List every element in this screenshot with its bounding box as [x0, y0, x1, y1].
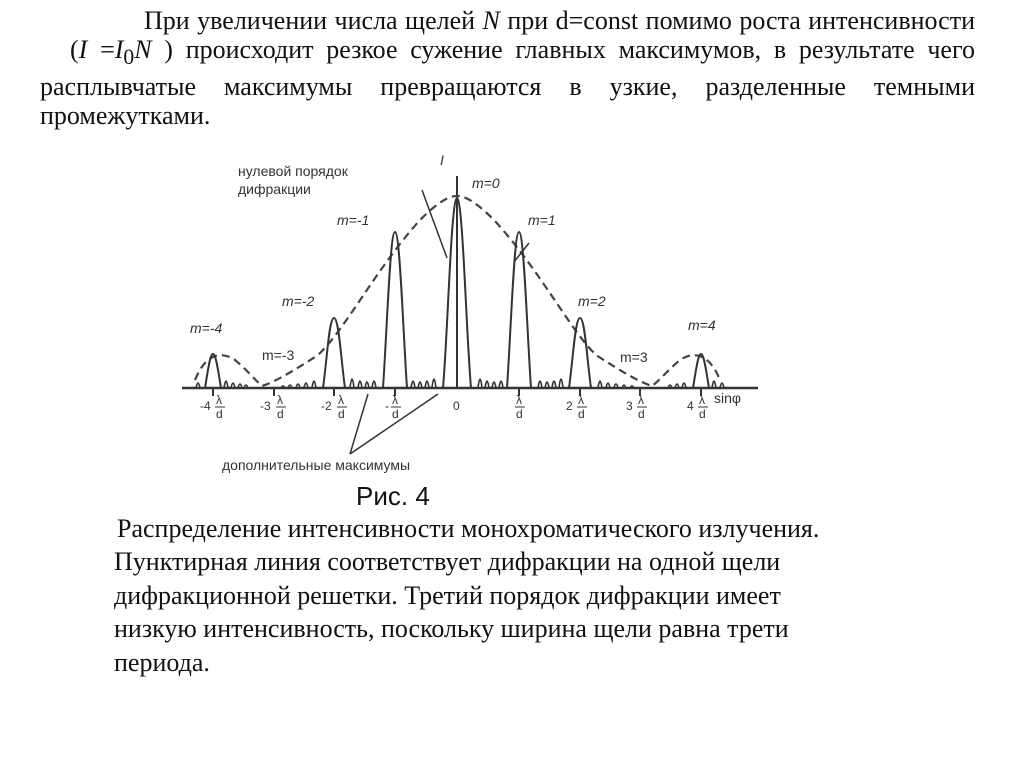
- tick-d: d: [392, 407, 399, 421]
- tick-label: -4: [200, 399, 211, 413]
- order-label-m-3: m=-3: [262, 347, 295, 363]
- tick-label: 4: [687, 399, 694, 413]
- zero-order-label: нулевой порядок: [238, 163, 348, 179]
- order-label-m-1: m=-1: [337, 212, 370, 228]
- tick-d: d: [699, 407, 706, 421]
- peak-m-2: [323, 318, 345, 388]
- tick-lambda: λ: [392, 393, 398, 407]
- formula-I: I: [78, 35, 88, 64]
- formula: (: [70, 35, 79, 64]
- extra-maxima-pointer: [350, 394, 368, 454]
- extra-maxima-label: дополнительные максимумы: [222, 457, 411, 473]
- tick-d: d: [578, 407, 585, 421]
- order-label-m1: m=1: [528, 212, 556, 228]
- figure-label: Рис. 4: [356, 481, 430, 511]
- tick-lambda: λ: [638, 393, 644, 407]
- peak-m2: [569, 318, 591, 388]
- para-text: При увеличении числа щелей: [144, 6, 483, 35]
- y-axis-label: I: [440, 152, 444, 168]
- formula-close: ): [151, 35, 173, 64]
- tick-d: d: [216, 407, 223, 421]
- formula-N: N: [134, 35, 152, 64]
- symbol-N: N: [482, 6, 500, 35]
- order-label-m4: m=4: [688, 317, 716, 333]
- para-text: происходит резкое сужение главных максимумов, в результате чего расплывчатые максимумы превращаются в узкие, разделенные темными промежутками.: [40, 35, 975, 131]
- tick-d: d: [277, 407, 284, 421]
- caption-text: Распределение интенсивности монохроматического излучения. Пунктирная линия соответствует дифракции на одной щели дифракционной решетки. Третий порядок дифракции имеет низкую интенсивность, поскольку ширина щели равна трети периода.: [114, 514, 820, 677]
- tick-lambda: λ: [216, 393, 222, 407]
- tick-label: -3: [260, 399, 271, 413]
- tick-d: d: [516, 407, 523, 421]
- tick-d: d: [338, 407, 345, 421]
- tick-label: 3: [626, 399, 633, 413]
- tick-lambda: λ: [338, 393, 344, 407]
- order-label-m3: m=3: [620, 349, 648, 365]
- formula-eq: =: [87, 35, 115, 64]
- para-text: при d=const помимо роста интенсивности: [499, 6, 975, 35]
- order-label-m0: m=0: [472, 175, 500, 191]
- tick-lambda: λ: [578, 393, 584, 407]
- peak-m-4: [205, 354, 221, 388]
- formula-I0: I: [114, 35, 124, 64]
- formula-sub: 0: [123, 45, 135, 70]
- zero-order-label: дифракции: [238, 181, 311, 197]
- tick-label-zero: 0: [453, 399, 460, 413]
- order-label-m-2: m=-2: [282, 293, 315, 309]
- tick-lambda: λ: [277, 393, 283, 407]
- tick-lambda: λ: [516, 393, 522, 407]
- tick-d: d: [638, 407, 645, 421]
- order-label-m-4: m=-4: [190, 320, 223, 336]
- tick-lambda: λ: [699, 393, 705, 407]
- tick-label: 2: [566, 399, 573, 413]
- figure-caption: [114, 512, 854, 679]
- order-label-m2: m=2: [578, 293, 606, 309]
- peak-m4: [693, 354, 709, 388]
- peak-m-1: [383, 232, 407, 388]
- x-axis-label: sinφ: [714, 390, 741, 406]
- tick-label: -2: [321, 399, 332, 413]
- tick-label: -: [385, 399, 389, 413]
